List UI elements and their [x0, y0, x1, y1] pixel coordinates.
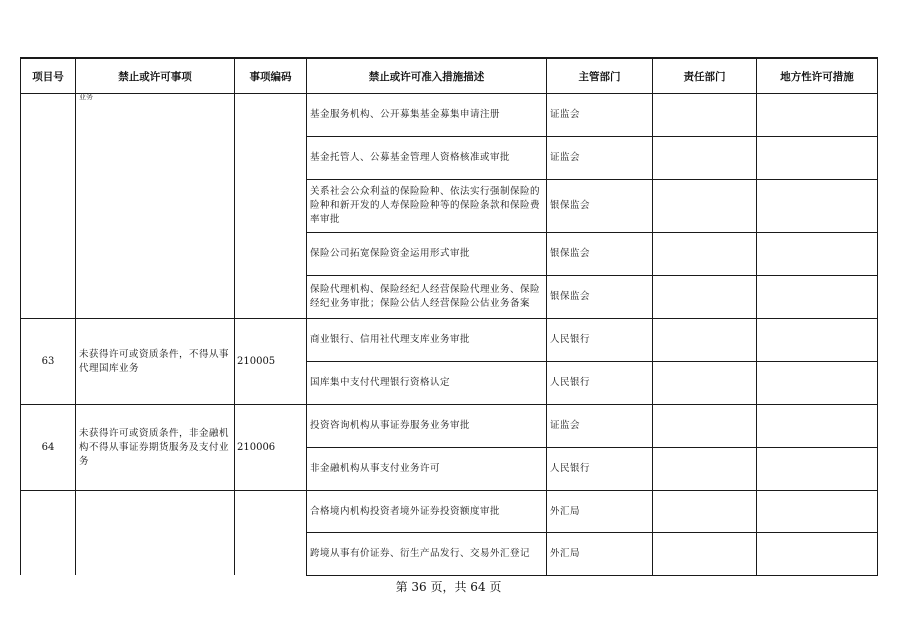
table-row-measure: 非金融机构从事支付业务许可 — [310, 463, 441, 474]
table-row-dept: 人民银行 — [550, 377, 591, 388]
header-item-no: 项目号 — [32, 70, 64, 83]
page-number: 第 36 页，共 64 页 — [395, 580, 502, 594]
header-responsible-dept: 责任部门 — [683, 70, 726, 83]
table-row-measure: 合格境内机构投资者境外证券投资额度审批 — [310, 505, 501, 517]
table-row-measure: 基金托管人、公募基金管理人资格核准或审批 — [310, 152, 511, 163]
table-row-measure: 保险公司拓宽保险资金运用形式审批 — [310, 248, 471, 259]
item-number: 64 — [41, 442, 55, 453]
header-local-measure: 地方性许可措施 — [780, 70, 854, 83]
col-border — [234, 57, 235, 575]
table-row-measure: 基金服务机构、公开募集基金募集申请注册 — [310, 109, 501, 120]
table-row-dept: 外汇局 — [550, 505, 581, 517]
table-row-measure: 保险代理机构、保险经纪人经营保险代理业务、保险经纪业务审批；保险公估人经营保险公估业务备案 — [310, 284, 541, 309]
header-item: 禁止或许可事项 — [118, 70, 192, 83]
table-row-dept: 证监会 — [550, 420, 581, 431]
col-border — [756, 57, 757, 576]
item-code: 210005 — [237, 356, 276, 367]
item-code: 210006 — [237, 442, 276, 453]
carryover-text: 业务 — [79, 93, 93, 101]
col-border — [652, 57, 653, 576]
table-row-dept: 银保监会 — [550, 248, 591, 259]
item-description: 未获得许可或资质条件，不得从事代理国库业务 — [79, 348, 230, 374]
table-row-dept: 外汇局 — [550, 548, 581, 559]
table-row-measure: 关系社会公众利益的保险险种、依法实行强制保险的险种和新开发的人寿保险险种等的保险条款和保险费率审批 — [310, 186, 541, 225]
header-competent-dept: 主管部门 — [578, 70, 621, 83]
table-row-measure: 跨境从事有价证券、衍生产品发行、交易外汇登记 — [310, 548, 531, 559]
row-divider — [306, 575, 878, 576]
table-row-dept: 银保监会 — [550, 291, 591, 302]
item-description: 未获得许可或资质条件，非金融机构不得从事证券期货服务及支付业务 — [79, 427, 230, 467]
header-measure: 禁止或许可准入措施描述 — [368, 70, 485, 83]
table-row-dept: 证监会 — [550, 152, 581, 163]
table-row-dept: 人民银行 — [550, 463, 591, 474]
col-border — [877, 57, 878, 576]
col-border — [75, 57, 76, 575]
table-row-dept: 证监会 — [550, 109, 581, 120]
table-row-measure: 商业银行、信用社代理支库业务审批 — [310, 334, 471, 345]
table-row-dept: 银保监会 — [550, 200, 591, 211]
table-row-measure: 投资咨询机构从事证券服务业务审批 — [310, 420, 471, 431]
table-row-measure: 国库集中支付代理银行资格认定 — [310, 377, 451, 388]
header-code: 事项编码 — [249, 70, 292, 83]
col-border — [20, 57, 21, 575]
item-number: 63 — [41, 356, 55, 367]
table-row-dept: 人民银行 — [550, 334, 591, 345]
